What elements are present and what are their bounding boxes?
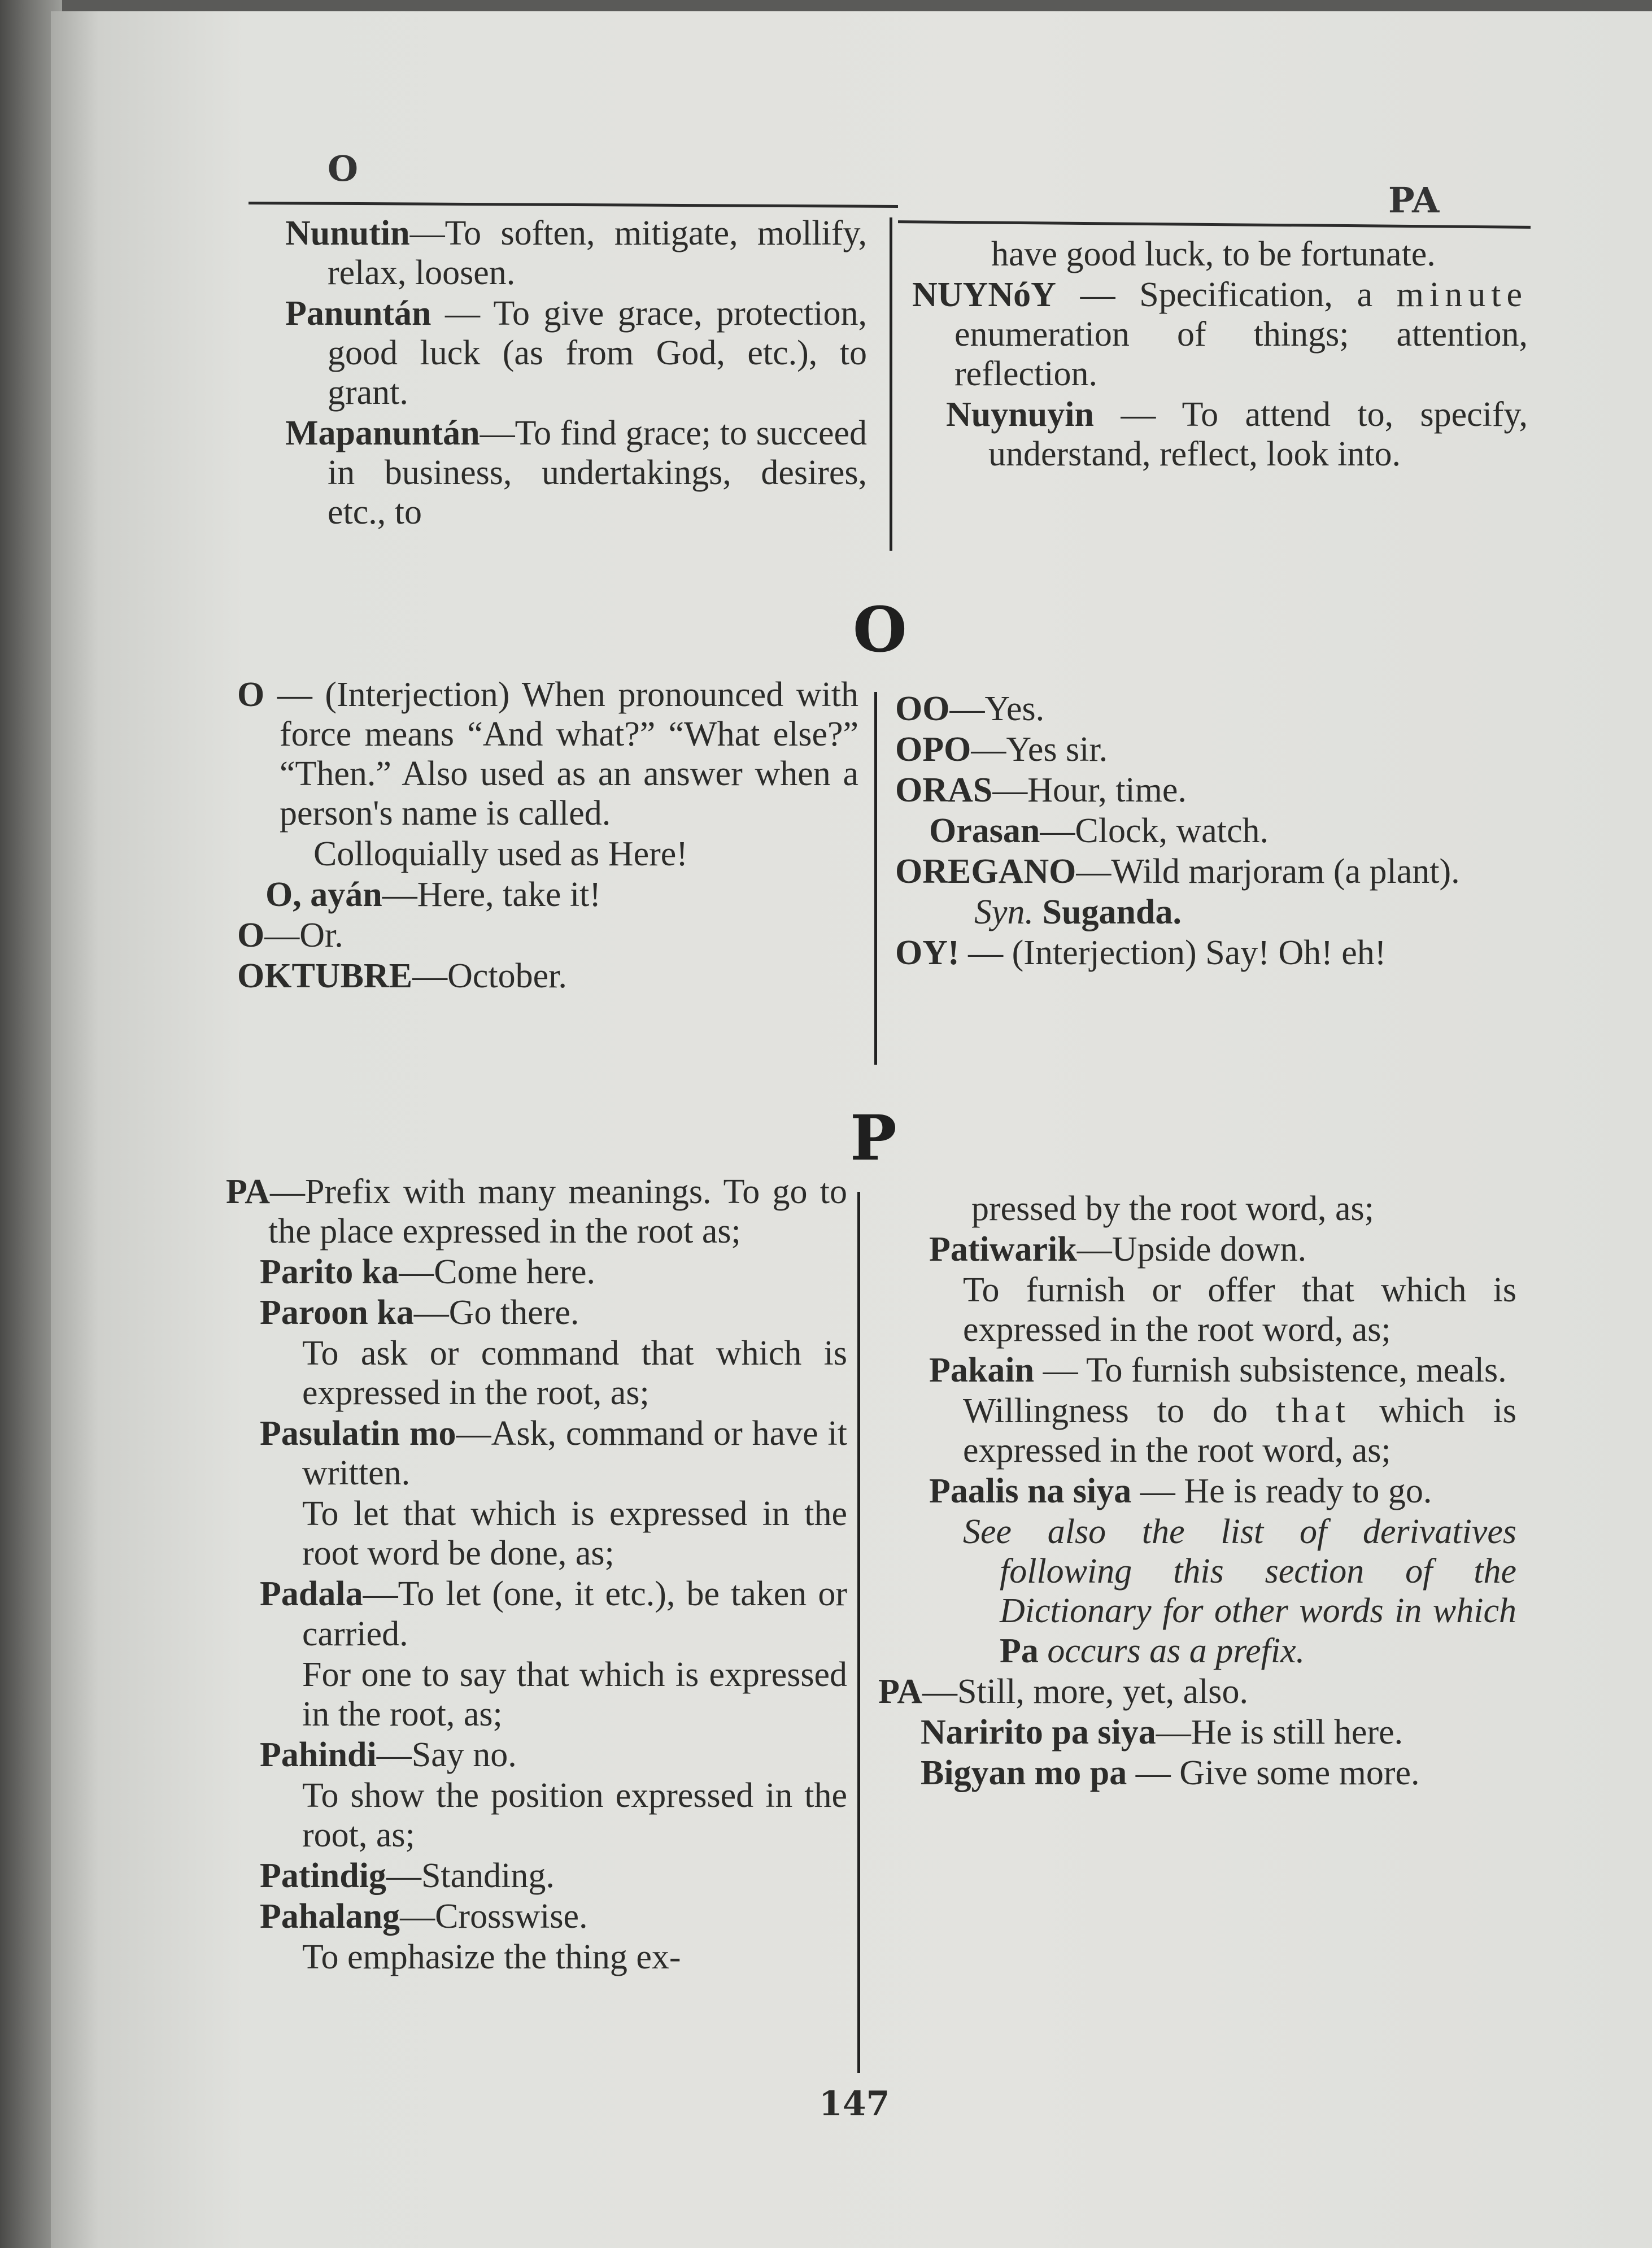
definition-spaced: minute (1396, 276, 1528, 315)
entry-patindig (226, 1856, 847, 1896)
headword: Pahindi (260, 1735, 377, 1774)
section-letter-o: O (853, 593, 907, 666)
sense-emphasize: To emphasize the thing ex- (302, 1937, 681, 1976)
sense-furnish: To furnish or offer that which is expressed in the root word, as; (963, 1271, 1516, 1349)
entry-oy (895, 933, 1528, 973)
headword: Orasan (929, 812, 1040, 851)
entry-pasulatin-mo (226, 1414, 847, 1493)
entry-opo (895, 730, 1528, 769)
headword: Padala (260, 1575, 363, 1614)
headword: Pakain (929, 1351, 1035, 1390)
continued-text: have good luck, to be fortunate. (991, 235, 1436, 273)
definition: —Clock, watch. (1040, 812, 1269, 851)
entry-nuynuyin (912, 395, 1528, 474)
entry-oras (895, 770, 1528, 810)
headword: O, ayán (265, 875, 382, 914)
entry-pa-still (878, 1672, 1516, 1711)
headword: Paroon ka (260, 1293, 414, 1332)
syn-label: Syn. (974, 893, 1034, 932)
headword: OY! (895, 934, 960, 973)
separator: — (409, 214, 445, 252)
headword: Patindig (260, 1856, 386, 1895)
definition: —Still, more, yet, also. (922, 1672, 1248, 1711)
headword: PA (878, 1672, 923, 1711)
sense-show: To show the position expressed in the root, as; (302, 1776, 847, 1854)
headword: Bigyan mo pa (921, 1753, 1127, 1792)
headword: Parito ka (260, 1253, 399, 1292)
see-also-note (878, 1512, 1516, 1670)
headword: ORAS (895, 771, 993, 810)
definition: —Prefix with many meanings. To go to the place expressed in the root as; (268, 1173, 847, 1251)
definition: which is expressed in the root word, as; (963, 1392, 1516, 1470)
headword: NUYNóY (912, 276, 1056, 315)
definition: —Upside down. (1076, 1230, 1307, 1269)
entry-oregano (895, 852, 1528, 891)
running-head-right: PA (1388, 180, 1440, 221)
headword: Naririto pa siya (921, 1713, 1156, 1752)
entry-pakain (878, 1350, 1516, 1390)
definition: —Wild marjoram (a plant). (1076, 852, 1460, 891)
definition: — Specification, a (1056, 276, 1397, 315)
section-letter-p: P (850, 1101, 897, 1174)
headword: Pasulatin mo (260, 1414, 456, 1453)
definition: —October. (412, 957, 567, 996)
headword: OREGANO (895, 852, 1076, 891)
headword: PA (226, 1173, 271, 1211)
definition-spaced: that (1276, 1392, 1352, 1431)
entry-naririto-pa-siya (878, 1713, 1516, 1752)
headword: O (237, 676, 265, 714)
definition: enumeration of things; attention, reflection. (954, 315, 1528, 394)
note-keyword: Pa (1000, 1631, 1039, 1670)
column-divider-o (874, 692, 877, 1065)
entry-pa-prefix (226, 1172, 847, 1251)
entry-pahalang (226, 1897, 847, 1936)
top-right-column (912, 234, 1528, 475)
definition: — Give some more. (1127, 1753, 1420, 1792)
entry-oo (895, 689, 1528, 729)
entry-patiwarik (878, 1230, 1516, 1269)
note-text: occurs as a prefix. (1038, 1631, 1305, 1670)
entry-bigyan-mo-pa (878, 1753, 1516, 1793)
definition: —Go there. (413, 1293, 579, 1332)
entry-o-ayan (237, 875, 858, 914)
definition: —Yes sir. (971, 730, 1108, 769)
entry-nunutin (285, 214, 867, 293)
separator: — (431, 294, 494, 333)
headword: Nuynuyin (946, 395, 1094, 434)
entry-o-interjection (237, 675, 858, 833)
definition: — To attend to, specify, understand, reflect, look into. (988, 395, 1528, 474)
headword: Paalis na siya (929, 1472, 1132, 1511)
page-number: 147 (819, 2084, 890, 2124)
headword: Patiwarik (929, 1230, 1077, 1269)
sense-let: To let that which is expressed in the root word be done, as; (302, 1495, 847, 1573)
entry-mapanuntan (285, 413, 867, 532)
definition: —He is still here. (1156, 1713, 1403, 1752)
definition: Willingness to do (963, 1392, 1276, 1431)
entry-parito-ka (226, 1252, 847, 1292)
definition: — (Interjection) Say! Oh! eh! (959, 934, 1387, 973)
definition: —Come here. (399, 1253, 596, 1292)
headword: O (237, 916, 265, 955)
headword: Mapanuntán (285, 414, 480, 453)
continued-text: pressed by the root word, as; (971, 1190, 1374, 1228)
o-left-column (237, 675, 858, 997)
headword: Panuntán (285, 294, 431, 333)
column-divider-top (890, 217, 892, 551)
sense-say: For one to say that which is expressed in the root, as; (302, 1655, 847, 1733)
headword: OKTUBRE (237, 957, 413, 996)
column-divider-p (857, 1192, 860, 2073)
entry-paroon-ka (226, 1293, 847, 1332)
entry-panuntan (285, 294, 867, 412)
p-left-column (226, 1172, 847, 1978)
entry-oktubre (237, 956, 858, 996)
definition: — To furnish subsistence, meals. (1034, 1351, 1507, 1390)
sense-willingness (878, 1391, 1516, 1470)
entry-o-or (237, 916, 858, 955)
top-left-column (285, 214, 867, 533)
sense-ask: To ask or command that which is expressed in the root, as; (302, 1334, 847, 1413)
entry-padala (226, 1574, 847, 1653)
definition: —Standing. (386, 1856, 555, 1895)
definition: —Ask, command or have it written. (302, 1414, 847, 1493)
headword: Nunutin (285, 214, 410, 252)
headword: OPO (895, 730, 971, 769)
synonym-note (895, 892, 1528, 932)
definition: — He is ready to go. (1131, 1472, 1432, 1511)
running-head-left: O (328, 148, 359, 189)
definition: —Yes. (949, 690, 1045, 728)
separator: — (480, 414, 515, 453)
definition: To soften, mitigate, mollify, relax, loosen. (328, 214, 867, 293)
syn-word: Suganda. (1034, 893, 1182, 932)
headword: OO (895, 690, 950, 728)
definition: —To let (one, it etc.), be taken or carried. (302, 1575, 847, 1653)
definition: —Say no. (376, 1735, 517, 1774)
entry-nuynoy (912, 275, 1528, 394)
colloquial-note: Colloquially used as Here! (313, 835, 688, 874)
o-right-column (895, 689, 1528, 974)
definition: —Or. (264, 916, 343, 955)
note-text: See also the list of derivatives following this section of the Dictionary for other words in which (963, 1513, 1516, 1631)
headword: Pahalang (260, 1897, 400, 1936)
entry-pahindi (226, 1735, 847, 1775)
definition: —Here, take it! (382, 875, 601, 914)
definition: —Crosswise. (400, 1897, 588, 1936)
entry-paalis-na-siya (878, 1471, 1516, 1511)
definition: —Hour, time. (992, 771, 1187, 810)
definition: — (Interjection) When pronounced with force means “And what?” “What else?” “Then.” Also used as an answer when a person's name is called. (264, 676, 858, 833)
entry-orasan (895, 811, 1528, 851)
definition: To give grace, protection, good luck (as from God, etc.), to grant. (328, 294, 867, 412)
p-right-column (878, 1189, 1516, 1794)
definition: To find grace; to succeed in business, undertakings, desires, etc., to (328, 414, 867, 532)
